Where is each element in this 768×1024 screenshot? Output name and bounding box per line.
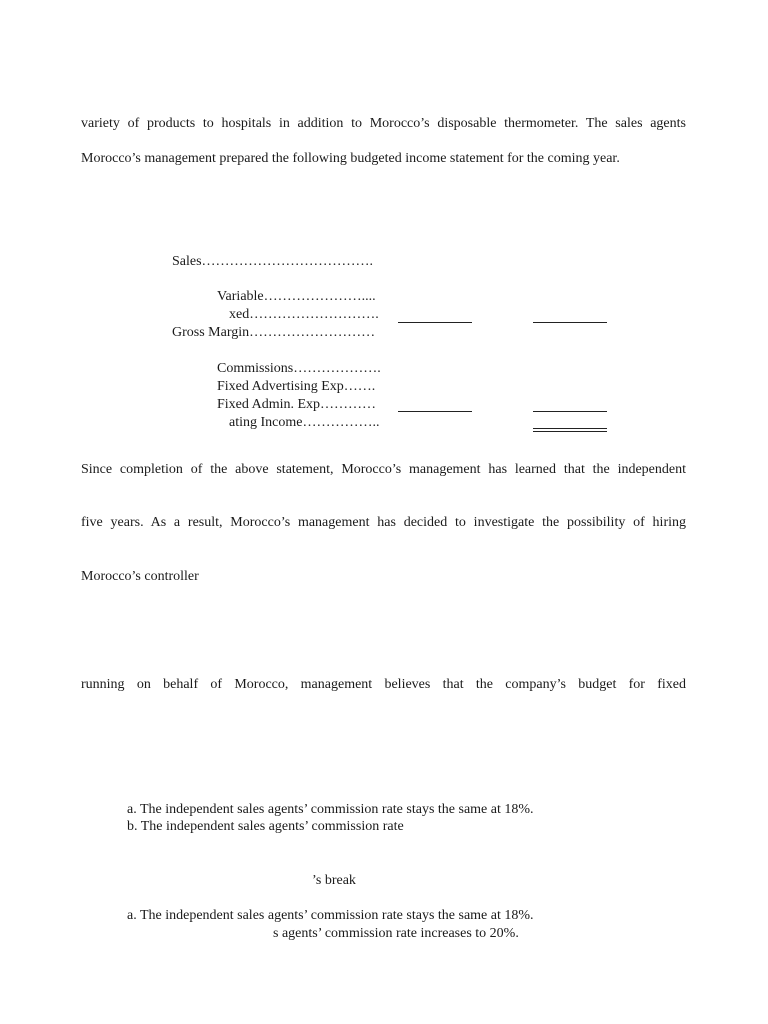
statement-sales-label: Sales……………………………….: [172, 254, 374, 269]
paragraph-controller: Morocco’s controller: [81, 569, 199, 584]
question-2-option-b-fragment: s agents’ commission rate increases to 20%.: [273, 926, 519, 941]
statement-fixed-admin-label: Fixed Admin. Exp…………: [217, 397, 377, 412]
statement-rule-cost-total: [533, 322, 607, 323]
statement-operating-income-label: ating Income……………..: [229, 415, 380, 430]
statement-rule-expense-subtotal: [398, 411, 472, 412]
paragraph-running-on-behalf: running on behalf of Morocco, management believes that the company’s budget for fixed: [81, 677, 686, 692]
paragraph-intro-line-1: variety of products to hospitals in addition to Morocco’s disposable thermometer. The sales agents: [81, 116, 686, 131]
question-1-option-b: b. The independent sales agents’ commission rate: [127, 819, 404, 834]
paragraph-since-completion-line-2: five years. As a result, Morocco’s management has decided to investigate the possibility of hiring: [81, 515, 686, 530]
statement-rule-cost-subtotal: [398, 322, 472, 323]
paragraph-since-completion-line-1: Since completion of the above statement, Morocco’s management has learned that the independent: [81, 462, 686, 477]
statement-commissions-label: Commissions……………….: [217, 361, 381, 376]
statement-rule-expense-total: [533, 411, 607, 412]
statement-fixed-advertising-label: Fixed Advertising Exp…….: [217, 379, 376, 394]
question-2-stub: ’s break: [312, 873, 356, 888]
statement-variable-label: Variable…………………....: [217, 289, 376, 304]
paragraph-budget-intro: Morocco’s management prepared the following budgeted income statement for the coming year.: [81, 151, 620, 166]
statement-double-rule: [533, 428, 607, 432]
question-1-option-a: a. The independent sales agents’ commission rate stays the same at 18%.: [127, 802, 534, 817]
statement-fixed-label: xed……………………….: [229, 307, 379, 322]
statement-gross-margin-label: Gross Margin………………………: [172, 325, 376, 340]
question-2-option-a: a. The independent sales agents’ commission rate stays the same at 18%.: [127, 908, 534, 923]
